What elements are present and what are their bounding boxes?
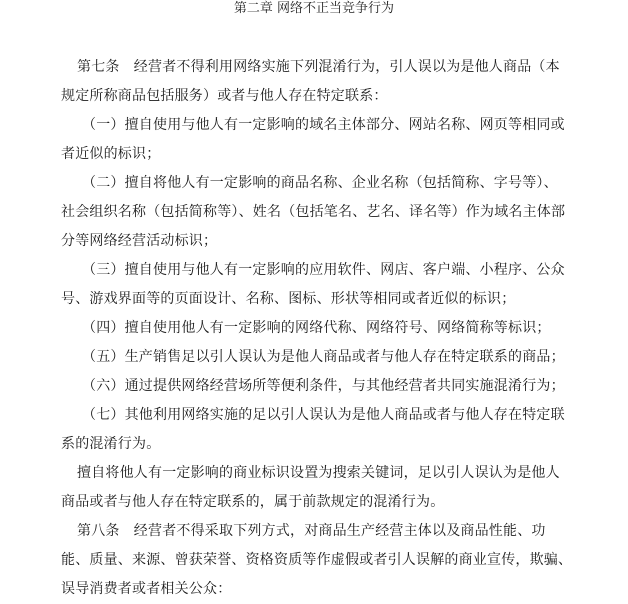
article-8-line-2: 能、质量、来源、曾获荣誉、资格资质等作虚假或者引人误解的商业宣传，欺骗、 (61, 552, 573, 568)
article-8-line-1: 第八条 经营者不得采取下列方式，对商品生产经营主体以及商品性能、功 (77, 523, 546, 539)
chapter-title: 第二章 网络不正当竞争行为 (233, 1, 395, 16)
paragraph-keyword-line-2: 商品或者与他人存在特定联系的，属于前款规定的混淆行为。 (61, 494, 445, 510)
item-4-line-1: （四）擅自使用他人有一定影响的网络代称、网络符号、网络简称等标识； (82, 320, 551, 336)
item-2-line-3: 分等网络经营活动标识； (61, 233, 218, 249)
item-6-line-1: （六）通过提供网络经营场所等便利条件，与其他经营者共同实施混淆行为； (82, 378, 565, 394)
item-7-line-1: （七）其他利用网络实施的足以引人误认为是他人商品或者与他人存在特定联 (82, 407, 565, 423)
article-8-line-3: 误导消费者或者相关公众： (61, 581, 232, 597)
item-1-line-1: （一）擅自使用与他人有一定影响的域名主体部分、网站名称、网页等相同或 (82, 117, 565, 133)
article-7-line-2: 规定所称商品包括服务）或者与他人存在特定联系： (61, 88, 388, 104)
item-1-line-2: 者近似的标识； (61, 146, 161, 162)
item-3-line-1: （三）擅自使用与他人有一定影响的应用软件、网店、客户端、小程序、公众 (82, 262, 565, 278)
item-5-line-1: （五）生产销售足以引人误认为是他人商品或者与他人存在特定联系的商品； (82, 349, 565, 365)
paragraph-keyword-line-1: 擅自将他人有一定影响的商业标识设置为搜索关键词，足以引人误认为是他人 (77, 465, 560, 481)
item-2-line-1: （二）擅自将他人有一定影响的商品名称、企业名称（包括简称、字号等）、 (82, 175, 558, 191)
item-7-line-2: 系的混淆行为。 (61, 436, 161, 452)
article-7-line-1: 第七条 经营者不得利用网络实施下列混淆行为，引人误以为是他人商品（本 (77, 59, 560, 75)
item-3-line-2: 号、游戏界面等的页面设计、名称、图标、形状等相同或者近似的标识； (61, 291, 516, 307)
item-2-line-2: 社会组织名称（包括简称等）、姓名（包括笔名、艺名、译名等）作为域名主体部 (61, 204, 566, 220)
document-body (0, 53, 628, 604)
